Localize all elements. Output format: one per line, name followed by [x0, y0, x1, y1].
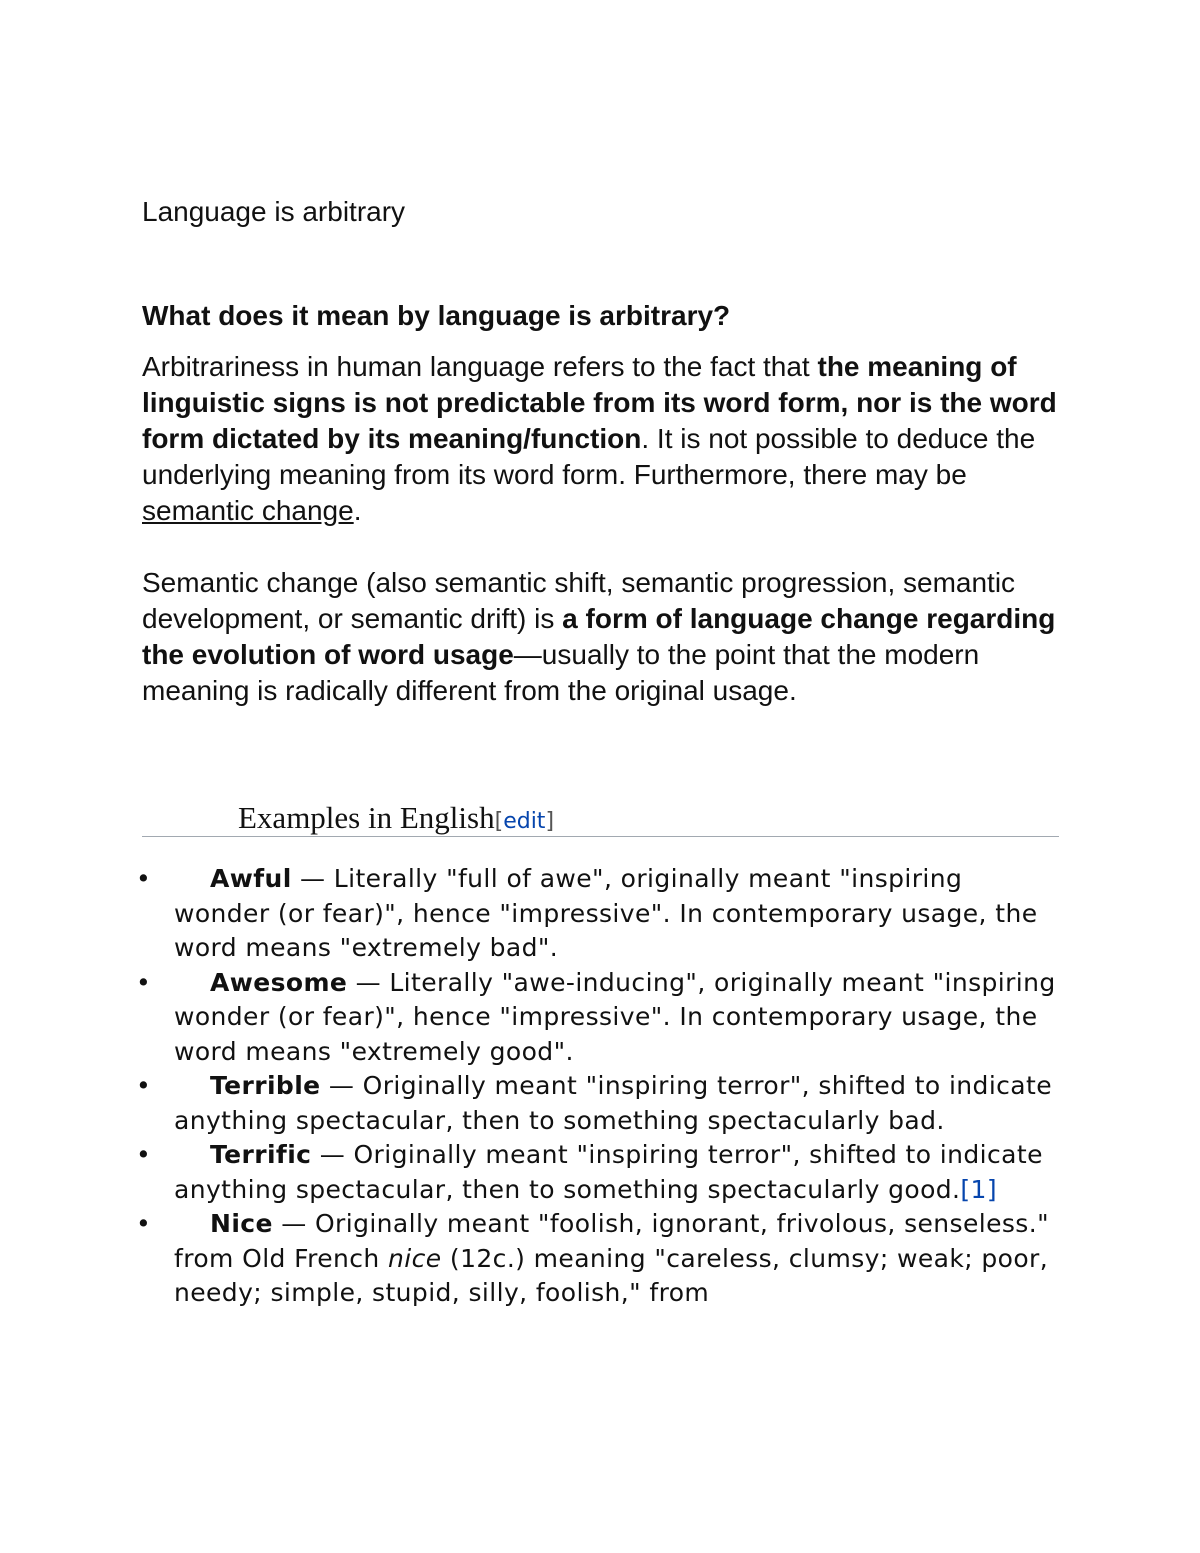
citation-link[interactable]: [1] — [960, 1174, 998, 1204]
question-heading: What does it mean by language is arbitrary? — [142, 300, 731, 331]
edit-section — [495, 809, 554, 834]
list-item — [136, 1138, 1062, 1207]
example-description: — Originally meant "inspiring terror", shifted to indicate anything spectacular, then to something spectacularly good. — [174, 1140, 1043, 1204]
example-description: — Literally "full of awe", originally meant "inspiring wonder (or fear)", hence "impressive". In contemporary usage, the word means "extremely bad". — [174, 864, 1038, 962]
bullet-icon: • — [136, 1140, 152, 1169]
list-item — [136, 1207, 1062, 1311]
list-item — [136, 1069, 1062, 1138]
bullet-icon: • — [136, 1071, 152, 1100]
section-title-wrap — [238, 800, 554, 840]
edit-bracket-open: [ — [494, 809, 504, 834]
paragraph-text: Arbitrariness in human language refers to the fact that — [142, 351, 818, 382]
bullet-icon: • — [136, 1209, 152, 1238]
list-item — [136, 862, 1062, 966]
edit-bracket-close: ] — [545, 809, 555, 834]
section-title: Examples in English — [238, 800, 495, 835]
example-term: Awful — [210, 864, 292, 893]
arbitrariness-paragraph — [142, 349, 1072, 529]
example-term: Nice — [210, 1209, 273, 1238]
example-term: Awesome — [210, 967, 348, 997]
bullet-icon: • — [136, 967, 152, 997]
section-heading — [142, 798, 1059, 837]
example-term: Terrible — [210, 1071, 321, 1100]
semantic-change-link[interactable]: semantic change — [142, 495, 354, 526]
example-description: — Originally meant "foolish, ignorant, frivolous, senseless." from Old French — [174, 1209, 1049, 1273]
example-description: (12c.) meaning "careless, clumsy; weak; poor, needy; simple, stupid, silly, foolish," from — [174, 1243, 1049, 1307]
example-description: — Originally meant "inspiring terror", shifted to indicate anything spectacular, then to something spectacularly bad. — [174, 1071, 1053, 1135]
bullet-icon: • — [136, 864, 152, 893]
paragraph-text: . It is not possible to deduce the underlying meaning from its word form. Furthermore, there may be — [142, 423, 1036, 490]
examples-list — [136, 862, 1062, 1311]
paragraph-text: Semantic change (also semantic shift, semantic progression, semantic development, or semantic drift) is — [142, 567, 1016, 634]
edit-link[interactable]: edit — [503, 809, 546, 834]
example-term: Terrific — [210, 1140, 312, 1169]
example-italic-word: nice — [388, 1243, 442, 1273]
paragraph-bold-text: the meaning of linguistic signs is not predictable from its word form, nor is the word form dictated by its meaning/function — [142, 351, 1057, 454]
paragraph-bold-text: a form of language change regarding the evolution of word usage — [142, 603, 1056, 670]
document-title: Language is arbitrary — [142, 196, 406, 227]
paragraph-text: . — [353, 495, 362, 526]
paragraph-text: —usually to the point that the modern meaning is radically different from the original usage. — [142, 639, 980, 706]
example-description: — Literally "awe-inducing", originally meant "inspiring wonder (or fear)", hence "impressive". In contemporary usage, the word means "extremely good". — [174, 967, 1056, 1066]
list-item — [136, 966, 1062, 1070]
semantic-change-paragraph — [142, 565, 1072, 709]
